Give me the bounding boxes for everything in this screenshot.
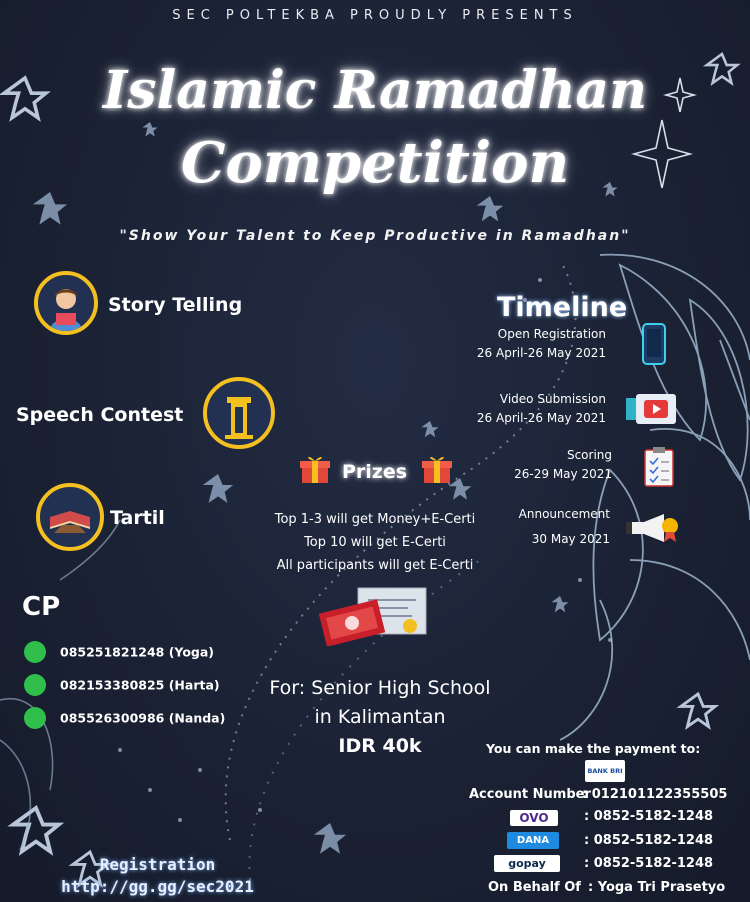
registration-link[interactable]: http://gg.gg/sec2021 bbox=[61, 877, 254, 896]
child-reading-icon bbox=[38, 275, 94, 331]
ovo-logo: OVO bbox=[510, 810, 558, 826]
speech-contest-label: Speech Contest bbox=[16, 404, 184, 426]
gopay-value: : 0852-5182-1248 bbox=[584, 856, 714, 871]
story-telling-label: Story Telling bbox=[108, 294, 243, 316]
cp-title: CP bbox=[22, 592, 61, 622]
registration-block bbox=[40, 854, 275, 898]
whatsapp-icon[interactable] bbox=[24, 707, 46, 729]
account-label: Account Number bbox=[469, 787, 591, 802]
ovo-value: : 0852-5182-1248 bbox=[584, 809, 714, 824]
gopay-logo: gopay bbox=[494, 855, 560, 872]
story-telling-badge bbox=[34, 271, 98, 335]
eligibility-line: For: Senior High School bbox=[269, 677, 491, 699]
money-certificate-icon bbox=[318, 584, 430, 650]
timeline-item-name: Open Registration bbox=[497, 327, 606, 341]
tartil-badge bbox=[36, 483, 104, 551]
prizes-title: Prizes bbox=[342, 461, 408, 483]
clipboard-icon bbox=[643, 446, 675, 492]
registration-label: Registration bbox=[99, 855, 216, 874]
eligibility-block bbox=[246, 674, 514, 761]
timeline-item-name: Video Submission bbox=[499, 392, 606, 406]
bank-bri-logo: BANK BRI bbox=[585, 760, 625, 782]
timeline-item bbox=[448, 390, 606, 428]
video-icon bbox=[626, 392, 678, 430]
speech-contest-badge bbox=[203, 377, 275, 449]
payment-title: You can make the payment to: bbox=[486, 741, 701, 756]
title-line-1: Islamic Ramadhan bbox=[102, 60, 648, 121]
account-value: : 012101122355505 bbox=[582, 787, 728, 802]
behalf-label: On Behalf Of bbox=[488, 880, 581, 895]
behalf-value: : Yoga Tri Prasetyo bbox=[588, 880, 726, 895]
contact-text: 085526300986 (Nanda) bbox=[60, 710, 226, 726]
eligibility-line: in Kalimantan bbox=[314, 706, 446, 728]
whatsapp-icon[interactable] bbox=[24, 674, 46, 696]
gift-icon bbox=[422, 453, 452, 489]
megaphone-icon bbox=[624, 510, 680, 550]
quran-book-icon bbox=[40, 487, 100, 547]
timeline-item-date: 26-29 May 2021 bbox=[514, 467, 612, 481]
registration-fee: IDR 40k bbox=[338, 735, 422, 757]
podium-icon bbox=[207, 381, 271, 445]
dana-value: : 0852-5182-1248 bbox=[584, 833, 714, 848]
dana-logo: DANA bbox=[507, 832, 559, 849]
contact-row bbox=[24, 641, 214, 665]
prize-line: Top 10 will get E-Certi bbox=[304, 535, 446, 550]
timeline-title: Timeline bbox=[497, 292, 628, 323]
prize-line: Top 1-3 will get Money+E-Certi bbox=[274, 512, 476, 527]
contact-row bbox=[24, 707, 225, 731]
timeline-item-name: Scoring bbox=[566, 448, 612, 462]
phone-icon bbox=[640, 322, 668, 370]
gift-icon bbox=[300, 453, 330, 489]
prize-line: All participants will get E-Certi bbox=[276, 558, 474, 573]
timeline-item bbox=[450, 446, 612, 484]
tagline: "Show Your Talent to Keep Productive in Ramadhan" bbox=[119, 228, 631, 244]
contact-text: 085251821248 (Yoga) bbox=[60, 644, 215, 660]
whatsapp-icon[interactable] bbox=[24, 641, 46, 663]
presenter-text: SEC POLTEKBA PROUDLY PRESENTS bbox=[172, 8, 578, 23]
prize-list bbox=[240, 508, 510, 577]
title-line-2: Competition bbox=[180, 130, 570, 196]
contact-row bbox=[24, 674, 220, 698]
contact-text: 082153380825 (Harta) bbox=[60, 677, 220, 693]
timeline-item-date: 26 April-26 May 2021 bbox=[476, 346, 606, 360]
timeline-item bbox=[448, 325, 606, 363]
timeline-item-name: Announcement bbox=[518, 507, 610, 521]
tartil-label: Tartil bbox=[110, 507, 165, 529]
timeline-item-date: 26 April-26 May 2021 bbox=[476, 411, 606, 425]
timeline-item-date: 30 May 2021 bbox=[531, 532, 610, 546]
